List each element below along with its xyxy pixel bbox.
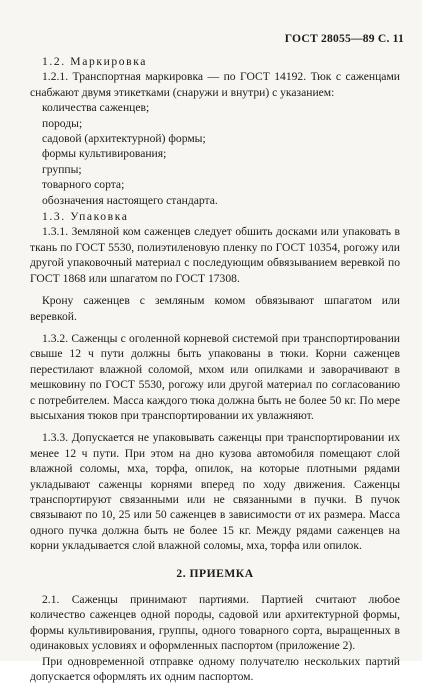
paragraph-2-1: 2.1. Саженцы принимают партиями. Партией считают любое количество саженцев одной породы, садовой или архитектурной формы, формы культивирования, группы, одного товарного сорта, выращенных в одинаковых условиях и оформленных паспортом (приложение 2).	[30, 593, 400, 653]
paragraph-crown: Крону саженцев с земляным комом обвязывают шпагатом или веревкой.	[30, 294, 400, 323]
section-marking	[30, 54, 400, 208]
paragraph-1-3-1: 1.3.1. Земляной ком саженцев следует обшить досками или упаковать в ткань по ГОСТ 5530, полиэтиленовую пленку по ГОСТ 10354, рогожу или другой упаковочный материал с последующим обвязыванием веревкой по ГОСТ 1868 или шпагатом по ГОСТ 17308.	[30, 225, 400, 285]
section-title-acceptance: 2. ПРИЕМКА	[176, 566, 254, 580]
section-acceptance	[30, 566, 400, 684]
page-header: ГОСТ 28055—89 С. 11	[284, 32, 404, 45]
list-item: обозначения настоящего стандарта.	[42, 193, 218, 207]
paragraph-1-3-3: 1.3.3. Допускается не упаковывать саженцы при транспортировании их менее 12 ч пути. При этом на дно кузова автомобиля помещают слой влажной соломы, мха, торфа, опилок, на которые плотными рядами укладывают саженцы корнями вперед по ходу движения. Саженцы транспортируют связанными или не связанными в пучки. В пучок связывают по 10, 25 или 50 саженцев в зависимости от их размера. Масса одного пучка должна быть не более 15 кг. Между рядами саженцев на корни укладывается слой влажной соломы, мха, торфа или опилок.	[30, 431, 400, 553]
list-item: садовой (архитектурной) формы;	[42, 132, 206, 146]
list-item: товарного сорта;	[42, 178, 125, 192]
paragraph-2-1-cont: При одновременной отправке одному получателю нескольких партий допускается оформлять их одним паспортом.	[30, 654, 400, 684]
marking-list	[30, 100, 400, 208]
list-item: формы культивирования;	[42, 147, 167, 161]
paragraph-1-3-2: 1.3.2. Саженцы с оголенной корневой системой при транспортировании свыше 12 ч пути должны быть упакованы в тюки. Корни саженцев перестилают влажной соломой, мхом или опилками и заворачивают в мешковину по ГОСТ 5530, рогожу или другой материал по согласованию с потребителем. Масса каждого тюка должна быть не более 50 кг. По мере высыхания тюков при транспортировании их увлажняют.	[30, 331, 400, 422]
section-title-marking: 1.2. Маркировка	[42, 55, 148, 68]
paragraph-1-2-1: 1.2.1. Транспортная маркировка — по ГОСТ 14192. Тюк с саженцами снабжают двумя этикетками (снаружи и внутри) с указанием:	[30, 70, 400, 99]
list-item: количества саженцев;	[42, 101, 150, 115]
list-item: породы;	[42, 116, 83, 130]
section-title-packaging: 1.3. Упаковка	[42, 210, 129, 224]
section-packaging	[30, 209, 400, 554]
list-item: группы;	[42, 162, 82, 176]
